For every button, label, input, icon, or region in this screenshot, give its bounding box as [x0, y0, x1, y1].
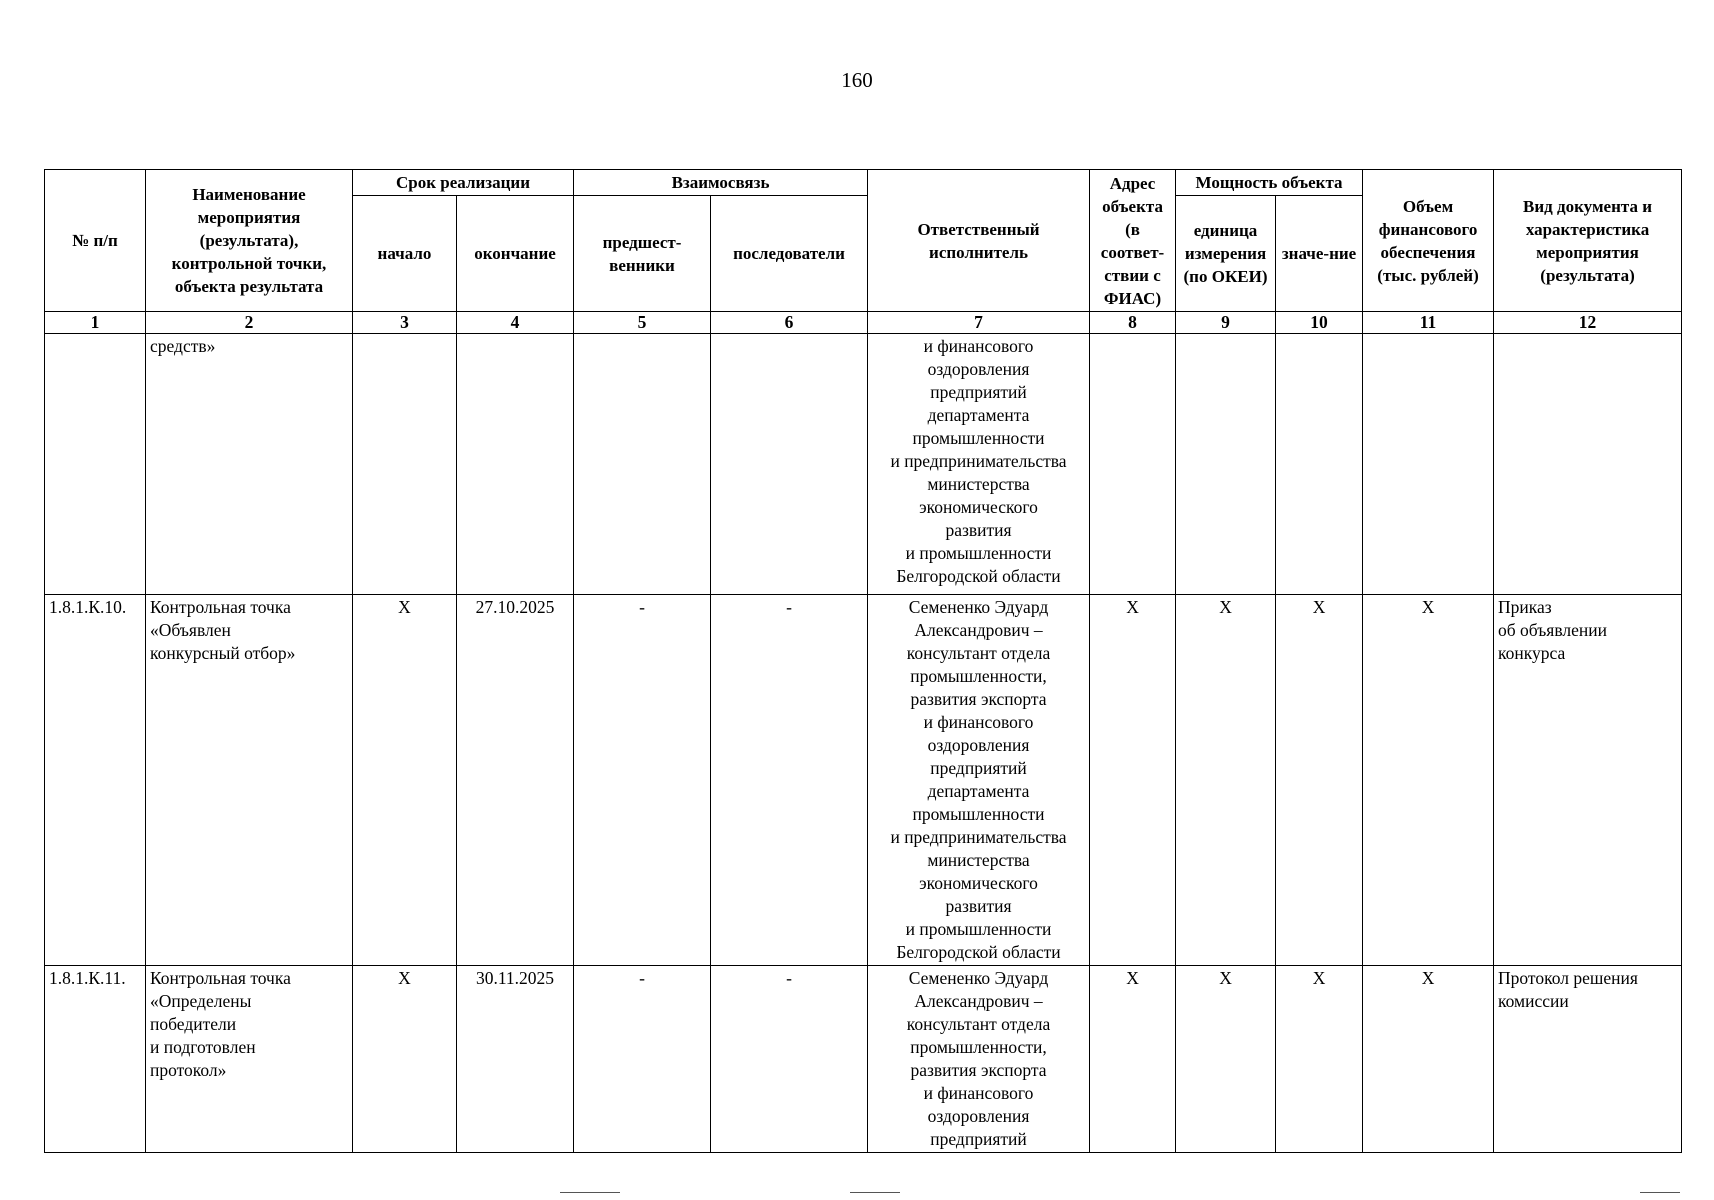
activity-table	[44, 169, 1682, 1153]
row-start	[353, 334, 457, 595]
header-col-address: Адрес объекта (в соответ-ствии с ФИАС)	[1090, 170, 1176, 312]
row-name: средств»	[146, 334, 353, 595]
header-col-value: значе-ние	[1276, 196, 1363, 312]
header-col-responsible: Ответственный исполнитель	[868, 170, 1090, 312]
row-financing: X	[1363, 966, 1494, 1153]
scan-artifact-line	[1640, 1192, 1680, 1193]
row-document: Приказ об объявлении конкурса	[1494, 595, 1682, 966]
row-financing: X	[1363, 595, 1494, 966]
row-end: 30.11.2025	[457, 966, 574, 1153]
column-number: 6	[711, 312, 868, 334]
column-number: 2	[146, 312, 353, 334]
row-predecessors	[574, 334, 711, 595]
row-responsible: Семененко Эдуард Александрович – консультант отдела промышленности, развития экспорта и финансового оздоровления предприятий	[868, 966, 1090, 1153]
row-document	[1494, 334, 1682, 595]
column-number: 7	[868, 312, 1090, 334]
row-document: Протокол решения комиссии	[1494, 966, 1682, 1153]
row-responsible: Семененко Эдуард Александрович – консультант отдела промышленности, развития экспорта и финансового оздоровления предприятий департамента промышленности и предпринимательства министерства экономического развития и промышленности Белгородской области	[868, 595, 1090, 966]
table-row	[45, 966, 1682, 1153]
column-number: 8	[1090, 312, 1176, 334]
header-group-power: Мощность объекта	[1176, 170, 1363, 196]
header-col-unit: единица измерения (по ОКЕИ)	[1176, 196, 1276, 312]
row-end	[457, 334, 574, 595]
header-col-successors: последователи	[711, 196, 868, 312]
column-number: 10	[1276, 312, 1363, 334]
row-address	[1090, 334, 1176, 595]
header-col-predecessors: предшест-венники	[574, 196, 711, 312]
row-financing	[1363, 334, 1494, 595]
row-start: X	[353, 595, 457, 966]
scan-artifact-line	[850, 1192, 900, 1193]
header-group-link: Взаимосвязь	[574, 170, 868, 196]
row-value: X	[1276, 595, 1363, 966]
row-no: 1.8.1.К.11.	[45, 966, 146, 1153]
column-number: 1	[45, 312, 146, 334]
row-no: 1.8.1.К.10.	[45, 595, 146, 966]
row-value	[1276, 334, 1363, 595]
row-predecessors: -	[574, 595, 711, 966]
row-unit: X	[1176, 966, 1276, 1153]
row-responsible: и финансового оздоровления предприятий департамента промышленности и предпринимательства министерства экономического развития и промышленности Белгородской области	[868, 334, 1090, 595]
column-number: 12	[1494, 312, 1682, 334]
row-start: X	[353, 966, 457, 1153]
row-successors: -	[711, 595, 868, 966]
header-col-name: Наименование мероприятия (результата), контрольной точки, объекта результата	[146, 170, 353, 312]
header-col-document: Вид документа и характеристика мероприятия (результата)	[1494, 170, 1682, 312]
row-end: 27.10.2025	[457, 595, 574, 966]
row-predecessors: -	[574, 966, 711, 1153]
column-number: 9	[1176, 312, 1276, 334]
column-number: 5	[574, 312, 711, 334]
table-row	[45, 595, 1682, 966]
row-address: X	[1090, 595, 1176, 966]
page-number: 160	[841, 68, 873, 92]
row-address: X	[1090, 966, 1176, 1153]
column-number: 3	[353, 312, 457, 334]
column-number: 11	[1363, 312, 1494, 334]
row-value: X	[1276, 966, 1363, 1153]
column-number: 4	[457, 312, 574, 334]
header-col-no: № п/п	[45, 170, 146, 312]
table-row	[45, 334, 1682, 595]
column-number-row	[45, 312, 1682, 334]
header-row-top	[45, 170, 1682, 196]
row-no	[45, 334, 146, 595]
row-unit: X	[1176, 595, 1276, 966]
row-unit	[1176, 334, 1276, 595]
row-name: Контрольная точка «Определены победители и подготовлен протокол»	[146, 966, 353, 1153]
header-col-start: начало	[353, 196, 457, 312]
header-col-end: окончание	[457, 196, 574, 312]
row-name: Контрольная точка «Объявлен конкурсный отбор»	[146, 595, 353, 966]
header-group-term: Срок реализации	[353, 170, 574, 196]
header-col-financing: Объем финансового обеспечения (тыс. рублей)	[1363, 170, 1494, 312]
row-successors: -	[711, 966, 868, 1153]
row-successors	[711, 334, 868, 595]
scan-artifact-line	[560, 1192, 620, 1193]
